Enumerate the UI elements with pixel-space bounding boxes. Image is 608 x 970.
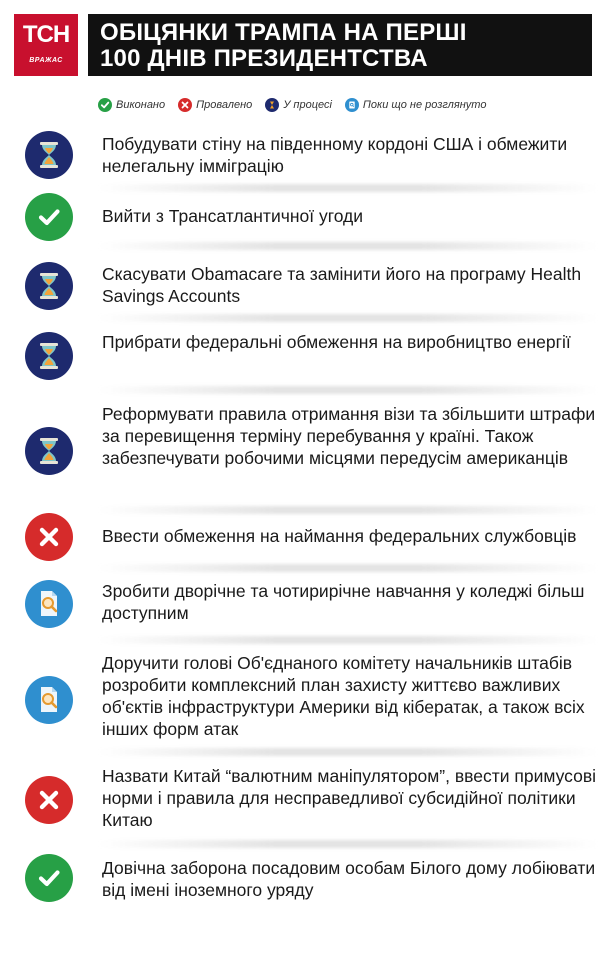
- promise-text: Прибрати федеральні обмеження на виробництво енергії: [102, 332, 571, 352]
- promise-text: Довічна заборона посадовим особам Білого дому лобіювати від імені іноземного уряду: [102, 858, 596, 900]
- promise-text: Реформувати правила отримання візи та збільшити штрафи за перевищення терміну перебування у країні. Також забезпечувати робочими місцями передусім американців: [102, 404, 596, 468]
- promise-text: Ввести обмеження на наймання федеральних службовців: [102, 526, 577, 546]
- logo-text: ТСН: [22, 21, 70, 48]
- hourglass-icon: [25, 427, 73, 475]
- promise-item: [0, 844, 608, 914]
- magnifier-document-icon-glyph: [36, 589, 62, 619]
- checkmark-icon-glyph: [35, 203, 63, 231]
- cross-icon-glyph: [36, 524, 62, 550]
- legend-item-done: [98, 98, 165, 112]
- legend-label-failed: Провалено: [196, 99, 253, 111]
- promise-item: [0, 568, 608, 640]
- promise-text: Скасувати Obamacare та замінити його на програму Health Savings Accounts: [102, 264, 582, 306]
- promise-item: [0, 246, 608, 318]
- promise-text: Доручити голові Об'єднаного комітету начальників штабів розробити комплексний план захисту життєво важливих об'єктів інфраструктури Америки від кібератак, а також всіх інших форм атак: [102, 653, 585, 739]
- promise-item: [0, 390, 608, 510]
- magnifier-document-icon: [25, 580, 73, 628]
- hourglass-icon-glyph: [36, 271, 62, 301]
- tsn-logo: [14, 14, 78, 76]
- promise-text: Побудувати стіну на південному кордоні США і обмежити нелегальну імміграцію: [102, 134, 568, 176]
- title-line-2: 100 ДНІВ ПРЕЗИДЕНТСТВА: [100, 45, 428, 72]
- legend-label-not-reviewed: Поки що не розглянуто: [362, 99, 487, 111]
- legend: [98, 96, 499, 114]
- promise-item: [0, 318, 608, 390]
- hourglass-icon: [25, 131, 73, 179]
- logo-subtext: ВРАЖАС: [29, 57, 63, 64]
- hourglass-icon-glyph: [36, 140, 62, 170]
- hourglass-icon-glyph: [36, 436, 62, 466]
- promise-item: [0, 752, 608, 844]
- hourglass-icon: [25, 262, 73, 310]
- hourglass-icon: [25, 332, 73, 380]
- magnifier-document-icon: [345, 98, 359, 112]
- title-box: [88, 14, 592, 76]
- cross-icon-glyph: [36, 787, 62, 813]
- legend-item-in-progress: [265, 98, 332, 112]
- hourglass-icon-glyph: [36, 341, 62, 371]
- checkmark-icon: [25, 193, 73, 241]
- promise-item: [0, 122, 608, 188]
- cross-icon: [178, 98, 192, 112]
- cross-icon: [25, 776, 73, 824]
- magnifier-document-icon-glyph: [36, 685, 62, 715]
- magnifier-document-icon: [25, 676, 73, 724]
- checkmark-icon: [98, 98, 112, 112]
- header: [0, 0, 608, 86]
- cross-icon: [25, 513, 73, 561]
- legend-item-failed: [178, 98, 252, 112]
- legend-label-in-progress: У процесі: [283, 99, 332, 111]
- promise-item: [0, 188, 608, 246]
- checkmark-icon: [25, 854, 73, 902]
- promises-list: [0, 122, 608, 914]
- promise-text: Зробити дворічне та чотирирічне навчання у коледжі більш доступним: [102, 581, 585, 623]
- promise-item: [0, 510, 608, 568]
- legend-item-not-reviewed: [345, 98, 487, 112]
- legend-label-done: Виконано: [116, 99, 166, 111]
- title-line-1: ОБІЦЯНКИ ТРАМПА НА ПЕРШІ: [100, 19, 467, 46]
- promise-text: Назвати Китай “валютним маніпулятором”, ввести примусові норми і правила для несправедливої субсидійної політики Китаю: [102, 766, 597, 830]
- promise-item: [0, 640, 608, 752]
- checkmark-icon-glyph: [35, 864, 63, 892]
- hourglass-icon: [265, 98, 279, 112]
- promise-text: Вийти з Трансатлантичної угоди: [102, 206, 364, 226]
